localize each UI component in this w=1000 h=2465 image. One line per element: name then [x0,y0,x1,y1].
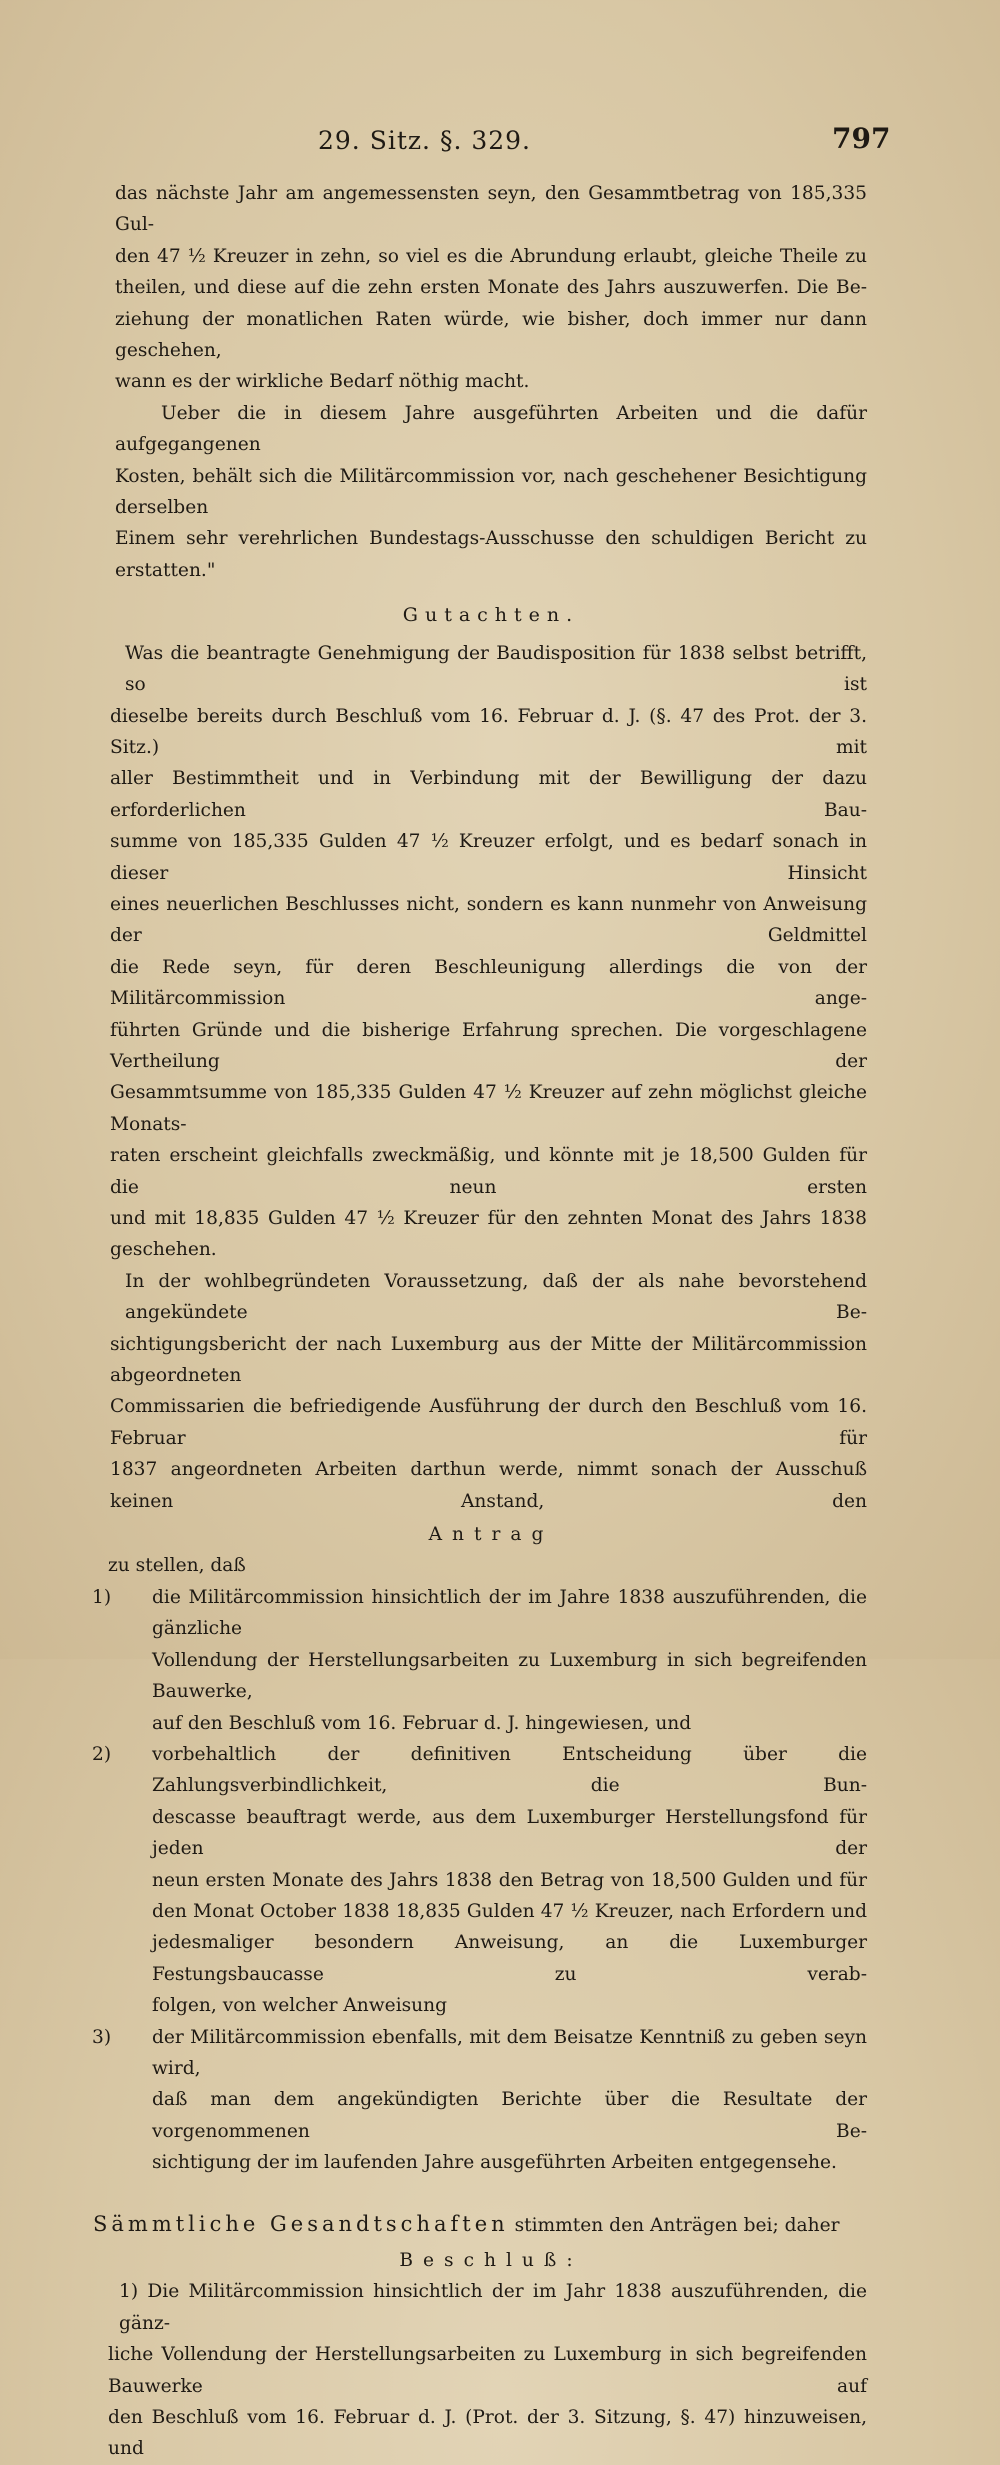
heading-antrag: Antrag [428,1524,554,1546]
list-item [92,1582,867,1739]
heading-beschluss: Beschluß: [399,2250,583,2271]
text-line: liche Vollendung der Herstellungsarbeiten zu Luxemburg in sich begreifenden Bauwerke auf [108,2344,867,2397]
text-line: folgen, von welcher Anweisung [152,1995,448,2017]
text-line: auf den Beschluß vom 16. Februar d. J. hingewiesen, und [152,1712,692,1734]
text-line: summe von 185,335 Gulden 47 ½ Kreuzer erfolgt, und es bedarf sonach in dieser Hinsicht [110,831,867,884]
spacer [115,2179,867,2209]
resolution-intro [93,2209,867,2241]
text-line: die Rede seyn, für deren Beschleunigung allerdings die von der Militärcommission ange- [110,956,867,1010]
text-line: Commissarien die befriedigende Ausführung der durch den Beschluß vom 16. Februar für [110,1396,867,1449]
resolution-intro-spaced: Sämmtliche Gesandtschaften [93,2211,509,2236]
text-line: descasse beauftragt werde, aus dem Luxemburger Herstellungsfond für jeden der [152,1806,867,1860]
text-line: aller Bestimmtheit und in Verbindung mit der Bewilligung der dazu erforderlichen Bau- [110,768,867,821]
text-line: raten erscheint gleichfalls zweckmäßig, und könnte mit je 18,500 Gulden für die neun ersten [110,1145,867,1198]
text-line: Was die beantragte Genehmigung der Baudisposition für 1838 selbst betrifft, so ist [125,642,867,696]
paragraph-2 [115,398,867,586]
motion-list [92,1582,867,2179]
list-number: 1) [92,1586,112,1608]
text-line: den 47 ½ Kreuzer in zehn, so viel es die Abrundung erlaubt, gleiche Theile zu [115,245,867,267]
paragraph-3 [110,638,867,1266]
list-item [92,2022,867,2179]
paragraph-1 [115,178,867,398]
page-number: 797 [832,122,891,155]
text-line: führten Gründe und die bisherige Erfahrung sprechen. Die vorgeschlagene Vertheilung der [110,1019,867,1072]
text-line: jedesmaliger besondern Anweisung, an die Luxemburger Festungsbaucasse zu verab- [152,1932,867,1985]
resolution-intro-rest: stimmten den Anträgen bei; daher [514,2214,840,2236]
text-line: 1837 angeordneten Arbeiten darthun werde, nimmt sonach der Ausschuß keinen Anstand, den [110,1459,867,1512]
text-line: In der wohlbegründeten Voraussetzung, daß der als nahe bevorstehend angekündete Be- [125,1270,867,1324]
text-line: ziehung der monatlichen Raten würde, wie bisher, doch immer nur dann geschehen, [115,308,867,362]
final-resolution [108,2276,867,2464]
text-line: Kosten, behält sich die Militärcommission vor, nach geschehener Besichtigung derselben [115,465,867,519]
text-line: 1) Die Militärcommission hinsichtlich der im Jahr 1838 auszuführenden, die gänz- [119,2281,867,2334]
running-head: 29. Sitz. §. 329. [318,126,531,155]
text-line: theilen, und diese auf die zehn ersten Monate des Jahrs auszuwerfen. Die Be- [115,277,867,299]
list-item [92,1739,867,2022]
text-line: Vollendung der Herstellungsarbeiten zu Luxemburg in sich begreifenden Bauwerke, [152,1649,867,1703]
text-line: den Monat October 1838 18,835 Gulden 47 ½ Kreuzer, nach Erfordern und [152,1900,867,1922]
text-line: wann es der wirkliche Bedarf nöthig macht. [115,371,530,393]
text-line: den Beschluß vom 16. Februar d. J. (Prot. der 3. Sitzung, §. 47) hinzuweisen, und [108,2407,867,2460]
heading-gutachten: Gutachten. [402,604,580,627]
zu-stellen-line: zu stellen, daß [108,1555,246,1577]
text-line: vorbehaltlich der definitiven Entscheidung über die Zahlungsverbindlichkeit, die Bun- [152,1743,867,1797]
text-line: eines neuerlichen Beschlusses nicht, sondern es kann nunmehr von Anweisung der Geldmittel [110,893,867,947]
text-line: Einem sehr verehrlichen Bundestags-Ausschusse den schuldigen Bericht zu erstatten." [115,528,867,581]
list-number: 3) [92,2026,112,2048]
list-number: 2) [92,1743,112,1765]
body-text [92,178,867,2465]
text-line: neun ersten Monate des Jahrs 1838 den Betrag von 18,500 Gulden und für [152,1869,867,1891]
paragraph-4 [110,1266,867,1517]
text-line: die Militärcommission hinsichtlich der im Jahre 1838 auszuführenden, die gänzliche [152,1586,867,1640]
text-line: und mit 18,835 Gulden 47 ½ Kreuzer für den zehnten Monat des Jahrs 1838 geschehen. [110,1208,867,1261]
page-header [0,122,1000,166]
text-line: Gesammtsumme von 185,335 Gulden 47 ½ Kreuzer auf zehn möglichst gleiche Monats- [110,1082,867,1135]
text-line: das nächste Jahr am angemessensten seyn, den Gesammtbetrag von 185,335 Gul- [115,183,867,236]
text-line: der Militärcommission ebenfalls, mit dem Beisatze Kenntniß zu geben seyn wird, [152,2026,867,2079]
text-line: sichtigung der im laufenden Jahre ausgeführten Arbeiten entgegensehe. [152,2152,837,2174]
text-line: sichtigungsbericht der nach Luxemburg aus der Mitte der Militärcommission abgeordneten [110,1333,867,1387]
text-line: daß man dem angekündigten Berichte über die Resultate der vorgenommenen Be- [152,2089,867,2142]
text-line: dieselbe bereits durch Beschluß vom 16. Februar d. J. (§. 47 des Prot. der 3. Sitz.) mit [110,705,867,758]
text-line: Ueber die in diesem Jahre ausgeführten Arbeiten und die dafür aufgegangenen [115,402,867,456]
